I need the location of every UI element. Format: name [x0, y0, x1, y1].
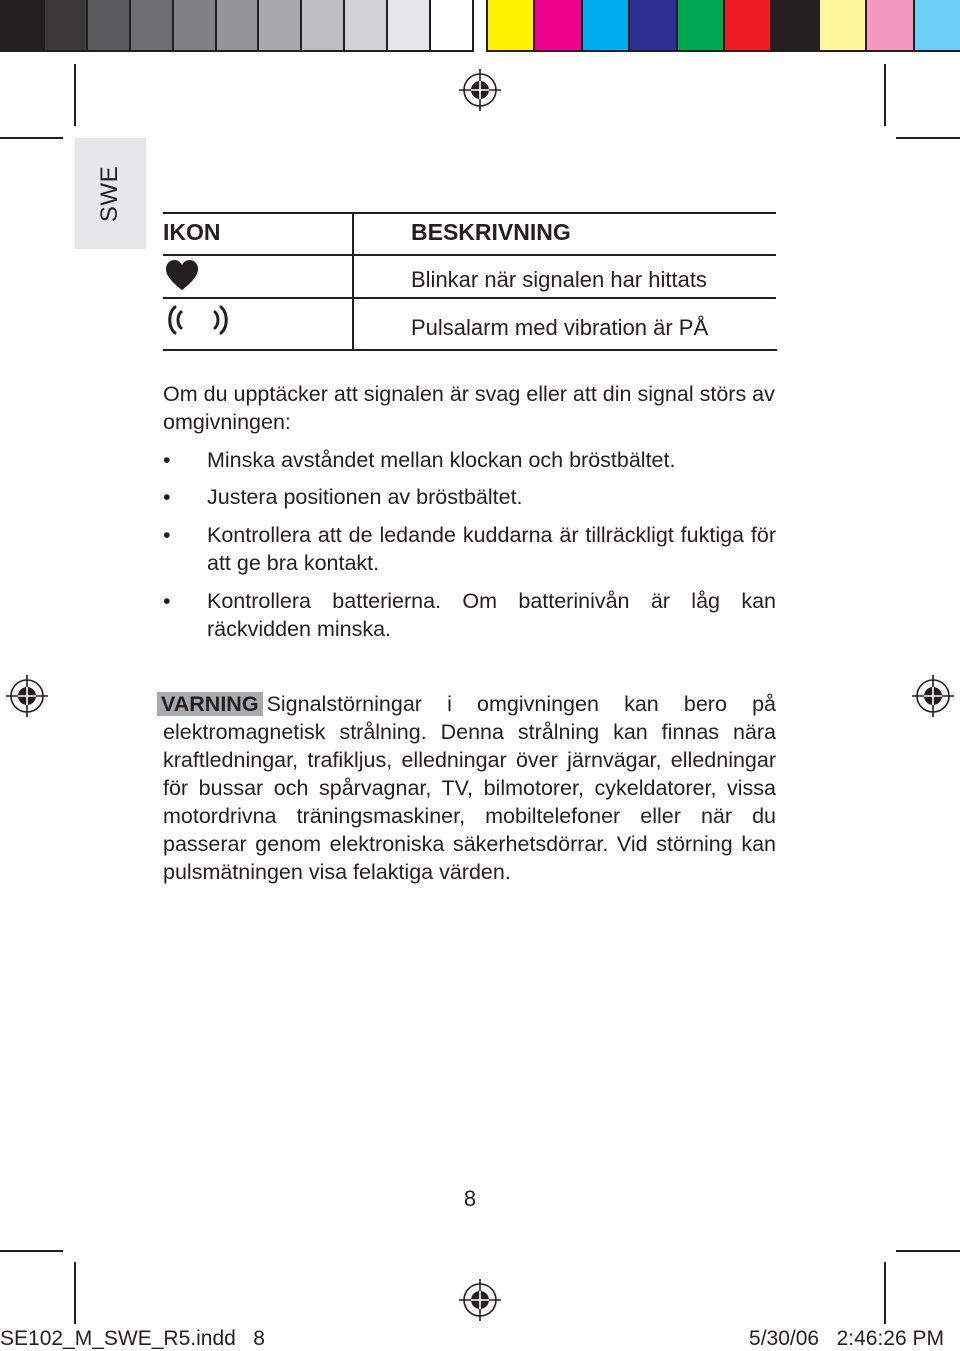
color-swatch [174, 0, 217, 50]
list-item [163, 587, 776, 643]
crop-mark [0, 1250, 63, 1252]
list-item [163, 483, 776, 511]
color-swatch [88, 0, 131, 50]
list-item-text: Kontrollera att de ledande kuddarna är tillräckligt fuktiga för att ge bra kontakt. [207, 523, 776, 575]
crop-mark [884, 1262, 886, 1324]
table-row-description: Blinkar när signalen har hittats [411, 267, 707, 292]
bullet-icon: • [163, 523, 171, 547]
color-bar [486, 0, 960, 52]
table-rule [163, 254, 776, 256]
color-swatch [488, 0, 535, 50]
table-rule [163, 297, 776, 299]
color-swatch [535, 0, 582, 50]
bullet-icon: • [163, 589, 171, 613]
slug-filename: SE102_M_SWE_R5.indd 8 [0, 1327, 265, 1350]
registration-mark-icon [459, 1279, 501, 1321]
table-header-description: BESKRIVNING [411, 219, 571, 245]
crop-mark [896, 137, 960, 139]
warning-paragraph [163, 690, 776, 886]
color-swatch [820, 0, 867, 50]
color-swatch [431, 0, 472, 50]
color-swatch [725, 0, 772, 50]
crop-mark [884, 64, 886, 126]
color-swatch [131, 0, 174, 50]
grayscale-bar [0, 0, 474, 52]
page-number: 8 [463, 1186, 477, 1211]
color-swatch [2, 0, 45, 50]
slug-timestamp: 5/30/06 2:46:26 PM [749, 1327, 944, 1350]
heart-icon [165, 259, 199, 291]
color-swatch [867, 0, 914, 50]
color-swatch [772, 0, 819, 50]
registration-mark-icon [6, 675, 48, 717]
color-swatch [678, 0, 725, 50]
color-swatch [630, 0, 677, 50]
crop-mark [896, 1250, 960, 1252]
crop-mark [74, 1262, 76, 1324]
registration-mark-icon [459, 69, 501, 111]
intro-paragraph: Om du upptäcker att signalen är svag eller att din signal störs av omgivningen: [163, 382, 775, 434]
color-swatch [259, 0, 302, 50]
list-item [163, 446, 776, 474]
list-item-text: Justera positionen av bröstbältet. [207, 485, 523, 509]
warning-label: VARNING [157, 692, 263, 716]
color-swatch [302, 0, 345, 50]
list-item [163, 521, 776, 577]
table-rule [163, 212, 776, 214]
color-swatch [915, 0, 960, 50]
vibration-icon [166, 304, 230, 336]
list-item-text: Minska avståndet mellan klockan och bröstbältet. [207, 448, 676, 472]
color-swatch [217, 0, 260, 50]
table-column-divider [352, 212, 354, 351]
crop-mark [0, 137, 63, 139]
bullet-icon: • [163, 448, 171, 472]
table-row-description: Pulsalarm med vibration är PÅ [411, 315, 709, 340]
language-tab-label: SWE [96, 165, 123, 223]
table-rule [163, 349, 777, 351]
list-item-text: Kontrollera batterierna. Om batterinivån är låg kan räckvidden minska. [207, 589, 776, 641]
color-swatch [388, 0, 431, 50]
table-header-icon: IKON [163, 219, 221, 245]
bullet-icon: • [163, 485, 171, 509]
color-swatch [45, 0, 88, 50]
registration-mark-icon [912, 675, 954, 717]
color-swatch [583, 0, 630, 50]
warning-text: Signalstörningar i omgivningen kan bero på elektromagnetisk strålning. Denna strålning kan finnas nära kraftledningar, trafikljus, elledningar över järnvägar, elledningar för bussar och spårvagnar, TV, bilmotorer, cykeldatorer, vissa motordrivna träningsmaskiner, mobiltelefoner eller när du passerar genom elektroniska säkerhetsdörrar. Vid störning kan pulsmätningen visa felaktiga värden. [163, 692, 776, 884]
color-swatch [345, 0, 388, 50]
crop-mark [74, 64, 76, 126]
